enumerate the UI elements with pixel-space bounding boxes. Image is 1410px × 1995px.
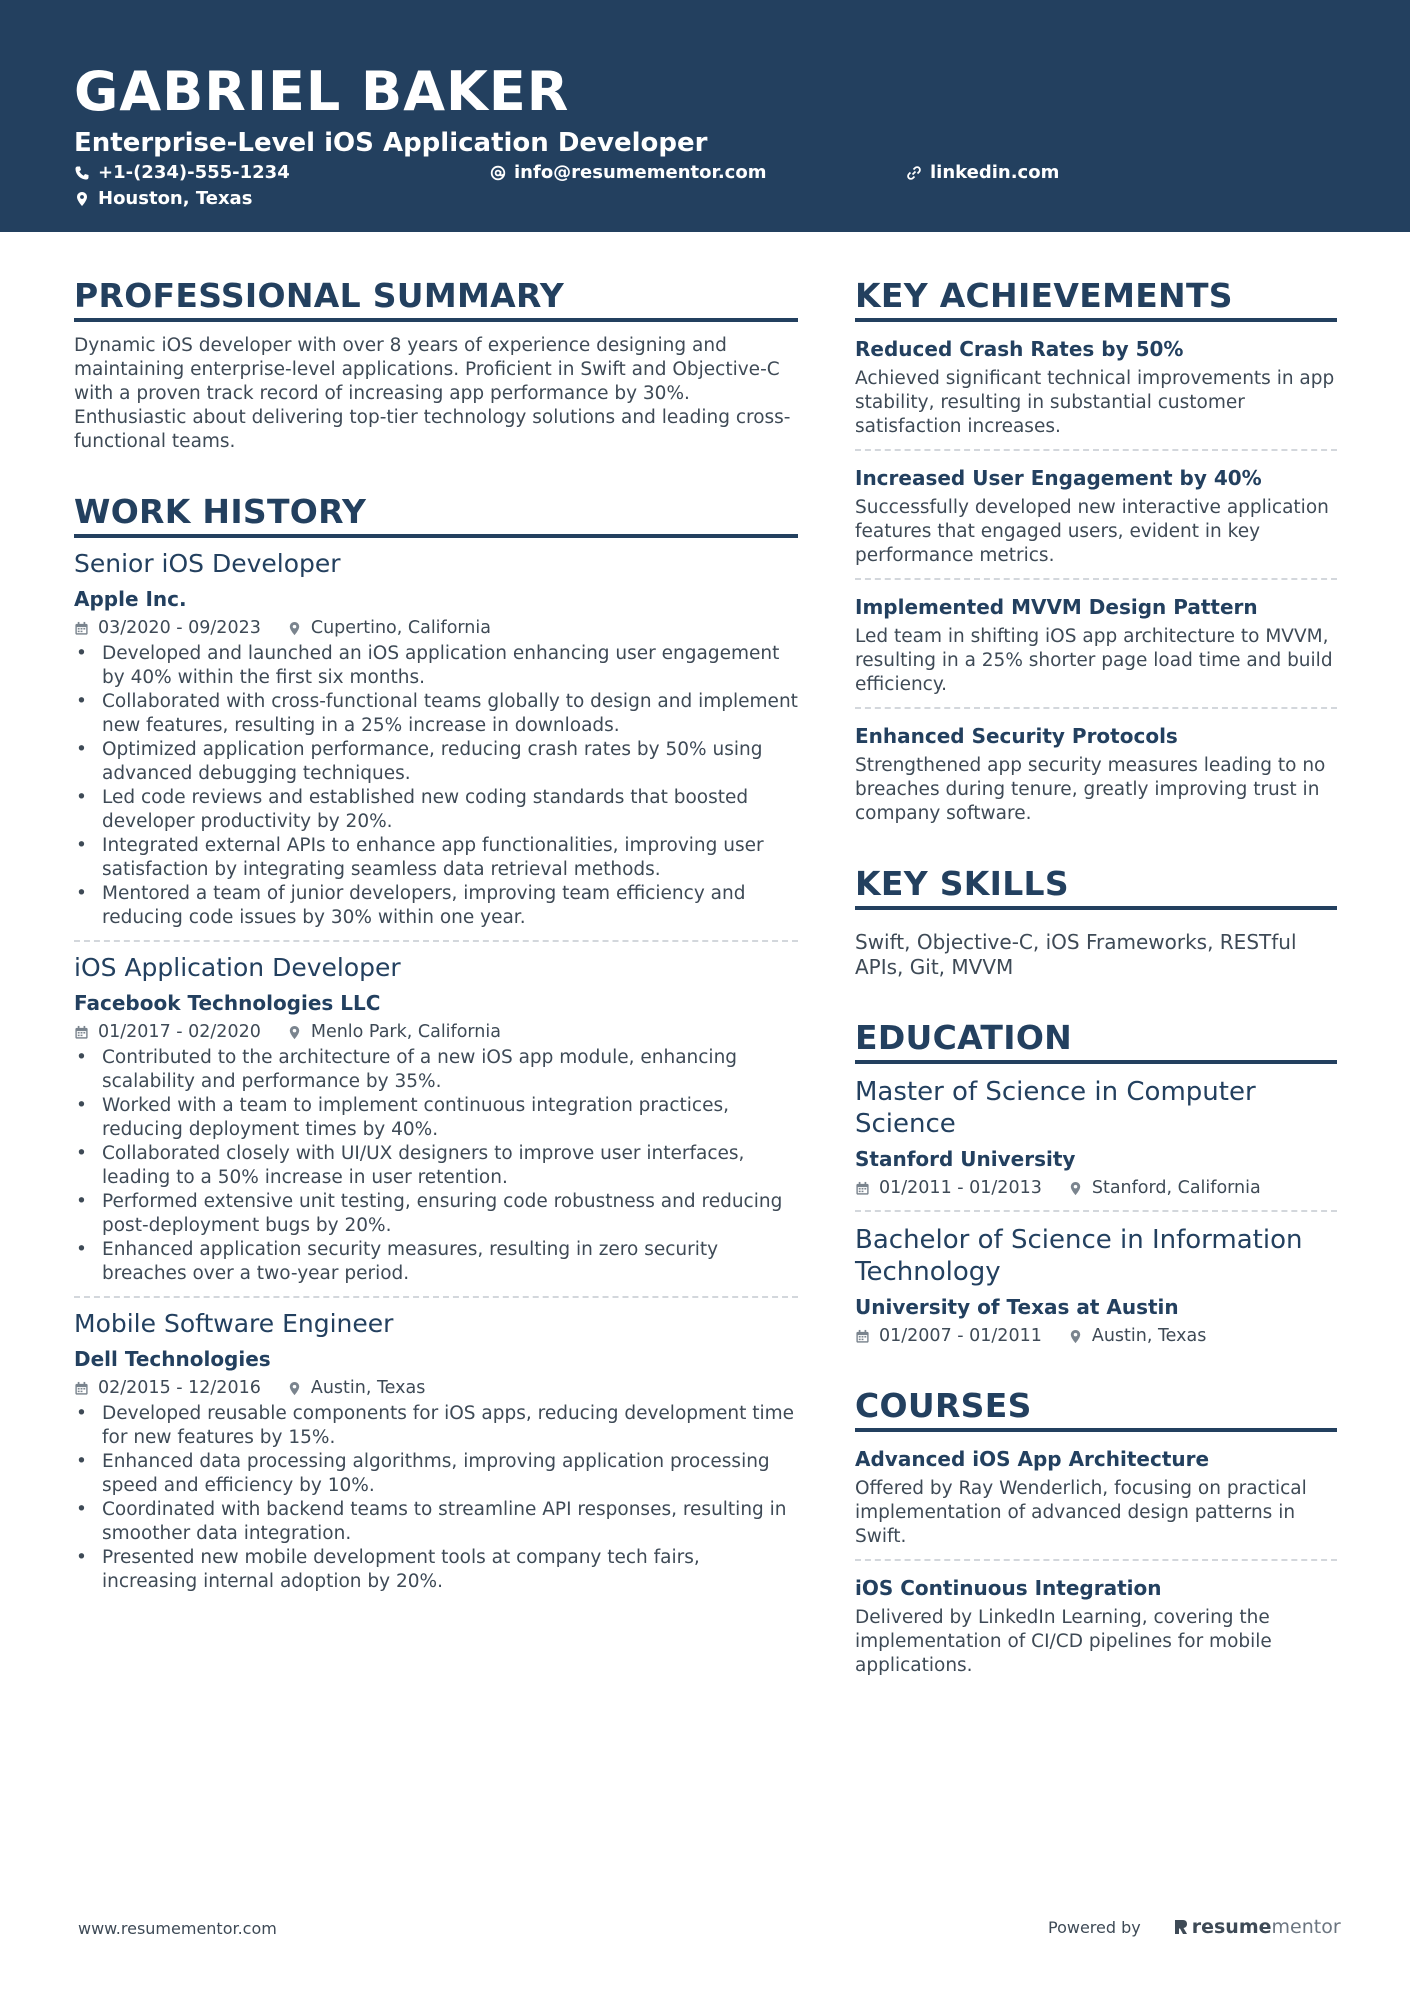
list-item: • Collaborated with cross-functional teams globally to design and implement new features, resulting in a 25% increase in downloads.	[74, 690, 798, 738]
education-dates: 01/2007 - 01/2011	[879, 1326, 1042, 1346]
achievement-item	[855, 465, 1337, 580]
location-text: Houston, Texas	[98, 188, 253, 209]
list-item: • Presented new mobile development tools at company tech fairs, increasing internal adoption by 20%.	[74, 1546, 798, 1594]
achievement-item	[855, 336, 1337, 451]
school-name: Stanford University	[855, 1147, 1076, 1171]
job-entry	[74, 1308, 798, 1594]
divider	[855, 1559, 1337, 1561]
company-name: Dell Technologies	[74, 1347, 271, 1371]
calendar-icon	[74, 1381, 89, 1396]
contact-location	[74, 187, 252, 211]
school-name: University of Texas at Austin	[855, 1295, 1179, 1319]
job-meta	[74, 1020, 798, 1044]
job-dates: 01/2017 - 02/2020	[98, 1022, 261, 1042]
footer-powered-by	[1048, 1916, 1341, 1938]
list-item: • Contributed to the architecture of a new iOS app module, enhancing scalability and performance by 35%.	[74, 1046, 798, 1094]
divider	[855, 1210, 1337, 1212]
education-location: Austin, Texas	[1091, 1326, 1207, 1346]
degree-title: Master of Science in Computer Science	[855, 1077, 1256, 1139]
job-dates: 02/2015 - 12/2016	[98, 1378, 261, 1398]
job-location: Menlo Park, California	[310, 1022, 501, 1042]
job-location: Austin, Texas	[310, 1378, 426, 1398]
work-history-heading: WORK HISTORY	[74, 492, 798, 538]
list-item: • Mentored a team of junior developers, improving team efficiency and reducing code issues by 30% within one year.	[74, 882, 798, 930]
achievement-text: Led team in shifting iOS app architecture to MVVM, resulting in a 25% shorter page load time and build efficiency.	[855, 626, 1333, 695]
link-icon	[906, 165, 922, 181]
degree-title: Bachelor of Science in Information Technology	[855, 1225, 1303, 1287]
achievement-text: Successfully developed new interactive application features that engaged users, evident in key performance metrics.	[855, 497, 1329, 566]
skills-heading: KEY SKILLS	[855, 864, 1337, 910]
footer-website[interactable]: www.resumementor.com	[78, 1919, 277, 1938]
list-item: • Enhanced data processing algorithms, improving application processing speed and efficiency by 10%.	[74, 1450, 798, 1498]
list-item: • Integrated external APIs to enhance app functionalities, improving user satisfaction by integrating seamless data retrieval methods.	[74, 834, 798, 882]
achievement-item	[855, 594, 1337, 709]
education-heading: EDUCATION	[855, 1018, 1337, 1064]
company-name: Apple Inc.	[74, 587, 187, 611]
candidate-name: GABRIEL BAKER	[74, 60, 570, 123]
list-item: • Collaborated closely with UI/UX designers to improve user interfaces, leading to a 50% increase in user retention.	[74, 1142, 798, 1190]
education-item	[855, 1224, 1337, 1348]
achievement-title: Enhanced Security Protocols	[855, 724, 1178, 748]
job-bullets	[74, 1402, 798, 1594]
achievement-text: Strengthened app security measures leading to no breaches during tenure, greatly improving trust in company software.	[855, 755, 1326, 824]
divider	[855, 707, 1337, 709]
achievement-title: Increased User Engagement by 40%	[855, 466, 1262, 490]
location-pin-icon	[287, 1381, 302, 1396]
list-item: • Led code reviews and established new coding standards that boosted developer productivity by 20%.	[74, 786, 798, 834]
contact-linkedin[interactable]	[906, 161, 1059, 185]
location-pin-icon	[1068, 1329, 1083, 1344]
job-location: Cupertino, California	[310, 618, 491, 638]
location-pin-icon	[1068, 1181, 1083, 1196]
job-bullets	[74, 642, 798, 930]
divider	[74, 940, 798, 942]
calendar-icon	[74, 1025, 89, 1040]
brand-logo[interactable]	[1173, 1916, 1341, 1938]
contact-phone[interactable]	[74, 161, 290, 185]
course-title: Advanced iOS App Architecture	[855, 1447, 1210, 1471]
phone-text: +1-(234)-555-1234	[98, 162, 290, 183]
achievements-heading: KEY ACHIEVEMENTS	[855, 276, 1337, 322]
powered-by-label: Powered by	[1048, 1917, 1141, 1937]
resumementor-logo-icon	[1173, 1918, 1189, 1936]
course-text: Delivered by LinkedIn Learning, covering the implementation of CI/CD pipelines for mobile applications.	[855, 1607, 1272, 1676]
course-text: Offered by Ray Wenderlich, focusing on practical implementation of advanced design patterns in Swift.	[855, 1478, 1307, 1547]
right-column	[855, 276, 1337, 1678]
education-location: Stanford, California	[1091, 1178, 1261, 1198]
candidate-title: Enterprise-Level iOS Application Developer	[74, 128, 708, 158]
location-pin-icon	[74, 191, 90, 207]
summary-text: Dynamic iOS developer with over 8 years of experience designing and maintaining enterprise-level applications. Proficient in Swift and Objective-C with a proven track record of increasing app performance by 30%. Enthusiastic about delivering top-tier technology solutions and leading cross-functional teams.	[74, 335, 791, 452]
calendar-icon	[855, 1181, 870, 1196]
education-dates: 01/2011 - 01/2013	[879, 1178, 1042, 1198]
brand-bold-text: resume	[1191, 1916, 1272, 1938]
courses-heading: COURSES	[855, 1386, 1337, 1432]
divider	[74, 1296, 798, 1298]
contact-email[interactable]	[490, 161, 766, 185]
education-meta	[855, 1176, 1337, 1200]
job-title: Mobile Software Engineer	[74, 1309, 394, 1338]
achievement-title: Implemented MVVM Design Pattern	[855, 595, 1258, 619]
education-meta	[855, 1324, 1337, 1348]
job-meta	[74, 1376, 798, 1400]
job-title: iOS Application Developer	[74, 953, 401, 982]
skills-text: Swift, Objective-C, iOS Frameworks, RESTful APIs, Git, MVVM	[855, 930, 1297, 979]
job-entry	[74, 548, 798, 942]
left-column	[74, 276, 798, 1594]
course-item	[855, 1446, 1337, 1561]
list-item: • Developed reusable components for iOS apps, reducing development time for new features by 15%.	[74, 1402, 798, 1450]
education-item	[855, 1076, 1337, 1212]
divider	[855, 578, 1337, 580]
list-item: • Coordinated with backend teams to streamline API responses, resulting in smoother data integration.	[74, 1498, 798, 1546]
job-dates: 03/2020 - 09/2023	[98, 618, 261, 638]
phone-icon	[74, 165, 90, 181]
at-icon	[490, 165, 506, 181]
list-item: • Enhanced application security measures, resulting in zero security breaches over a two-year period.	[74, 1238, 798, 1286]
calendar-icon	[855, 1329, 870, 1344]
job-title: Senior iOS Developer	[74, 549, 341, 578]
course-title: iOS Continuous Integration	[855, 1576, 1162, 1600]
job-entry	[74, 952, 798, 1298]
summary-heading: PROFESSIONAL SUMMARY	[74, 276, 798, 322]
achievement-title: Reduced Crash Rates by 50%	[855, 337, 1184, 361]
list-item: • Worked with a team to implement continuous integration practices, reducing deployment times by 40%.	[74, 1094, 798, 1142]
divider	[855, 449, 1337, 451]
location-pin-icon	[287, 1025, 302, 1040]
linkedin-text: linkedin.com	[930, 162, 1060, 183]
brand-light-text: mentor	[1271, 1916, 1341, 1938]
list-item: • Optimized application performance, reducing crash rates by 50% using advanced debugging techniques.	[74, 738, 798, 786]
job-bullets	[74, 1046, 798, 1286]
course-item	[855, 1575, 1337, 1678]
achievement-text: Achieved significant technical improvements in app stability, resulting in substantial customer satisfaction increases.	[855, 368, 1335, 437]
location-pin-icon	[287, 621, 302, 636]
achievement-item	[855, 723, 1337, 826]
resume-header	[0, 0, 1410, 232]
list-item: • Performed extensive unit testing, ensuring code robustness and reducing post-deployment bugs by 20%.	[74, 1190, 798, 1238]
company-name: Facebook Technologies LLC	[74, 991, 381, 1015]
calendar-icon	[74, 621, 89, 636]
list-item: • Developed and launched an iOS application enhancing user engagement by 40% within the first six months.	[74, 642, 798, 690]
email-text: info@resumementor.com	[514, 162, 767, 183]
job-meta	[74, 616, 798, 640]
